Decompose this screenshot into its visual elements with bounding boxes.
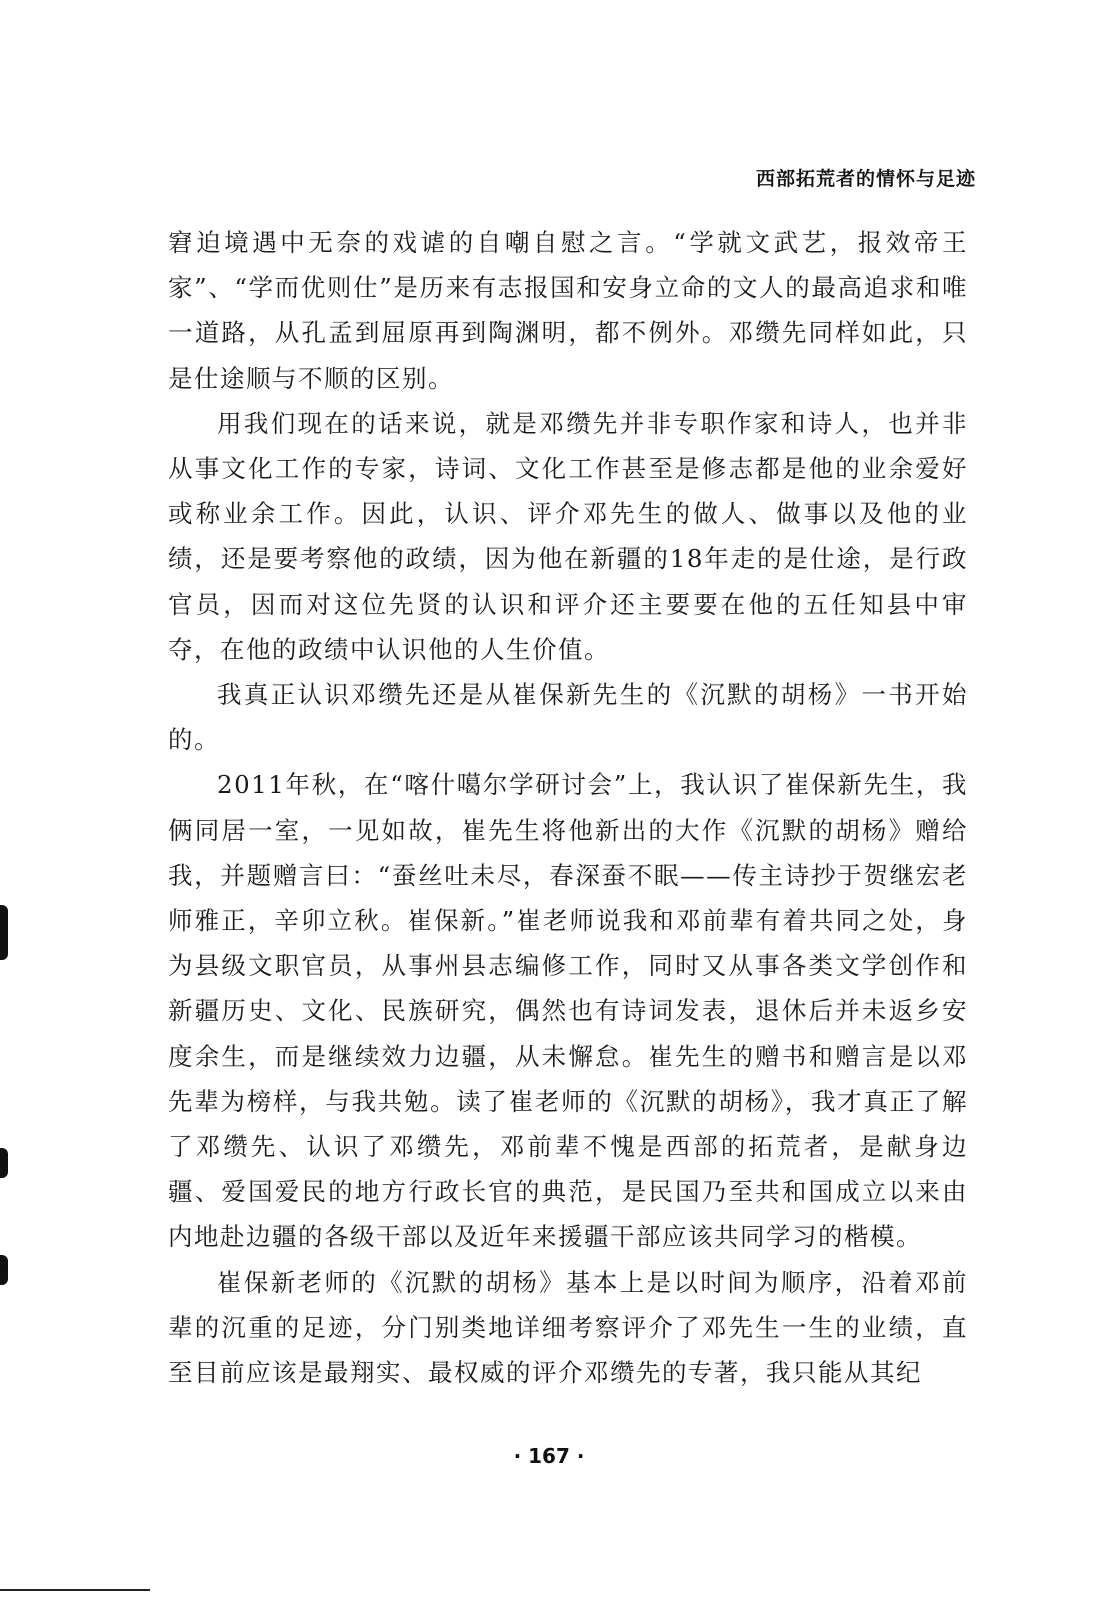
paragraph-5: 崔保新老师的《沉默的胡杨》基本上是以时间为顺序，沿着邓前辈的沉重的足迹，分门别类地详细考察评介了邓先生一生的业绩，直至目前应该是最翔实、最权威的评介邓缵先的专著，我只能从其纪 [168, 1267, 968, 1388]
body-text [168, 220, 968, 1395]
paragraph-1: 窘迫境遇中无奈的戏谑的自嘲自慰之言。“学就文武艺，报效帝王家”、“学而优则仕”是历来有志报国和安身立命的文人的最高追求和唯一道路，从孔孟到屈原再到陶渊明，都不例外。邓缵先同样如此，只是仕途顺与不顺的区别。 [168, 228, 968, 393]
page-number: · 167 · [513, 1444, 585, 1468]
paragraph-3: 我真正认识邓缵先还是从崔保新先生的《沉默的胡杨》一书开始的。 [168, 680, 968, 755]
scan-edge-mark [0, 1148, 8, 1178]
paragraph-2: 用我们现在的话来说，就是邓缵先并非专职作家和诗人，也并非从事文化工作的专家，诗词、文化工作甚至是修志都是他的业余爱好或称业余工作。因此，认识、评介邓先生的做人、做事以及他的业绩，还是要考察他的政绩，因为他在新疆的18年走的是仕途，是行政官员，因而对这位先贤的认识和评介还主要要在他的五任知县中审夺，在他的政绩中认识他的人生价值。 [168, 408, 968, 664]
scan-edge-mark [0, 905, 8, 960]
running-header: 西部拓荒者的情怀与足迹 [755, 168, 976, 190]
scan-edge-mark [0, 1255, 8, 1285]
paragraph-4: 2011年秋，在“喀什噶尔学研讨会”上，我认识了崔保新先生，我俩同居一室，一见如故，崔先生将他新出的大作《沉默的胡杨》赠给我，并题赠言曰：“蚕丝吐未尽，春深蚕不眠——传主诗抄于贺继宏老师雅正，辛卯立秋。崔保新。”崔老师说我和邓前辈有着共同之处，身为县级文职官员，从事州县志编修工作，同时又从事各类文学创作和新疆历史、文化、民族研究，偶然也有诗词发表，退休后并未返乡安度余生，而是继续效力边疆，从未懈怠。崔先生的赠书和赠言是以邓先辈为榜样，与我共勉。读了崔老师的《沉默的胡杨》，我才真正了解了邓缵先、认识了邓缵先，邓前辈不愧是西部的拓荒者，是献身边疆、爱国爱民的地方行政长官的典范，是民国乃至共和国成立以来由内地赴边疆的各级干部以及近年来援疆干部应该共同学习的楷模。 [168, 770, 968, 1252]
bottom-rule [0, 1589, 150, 1591]
